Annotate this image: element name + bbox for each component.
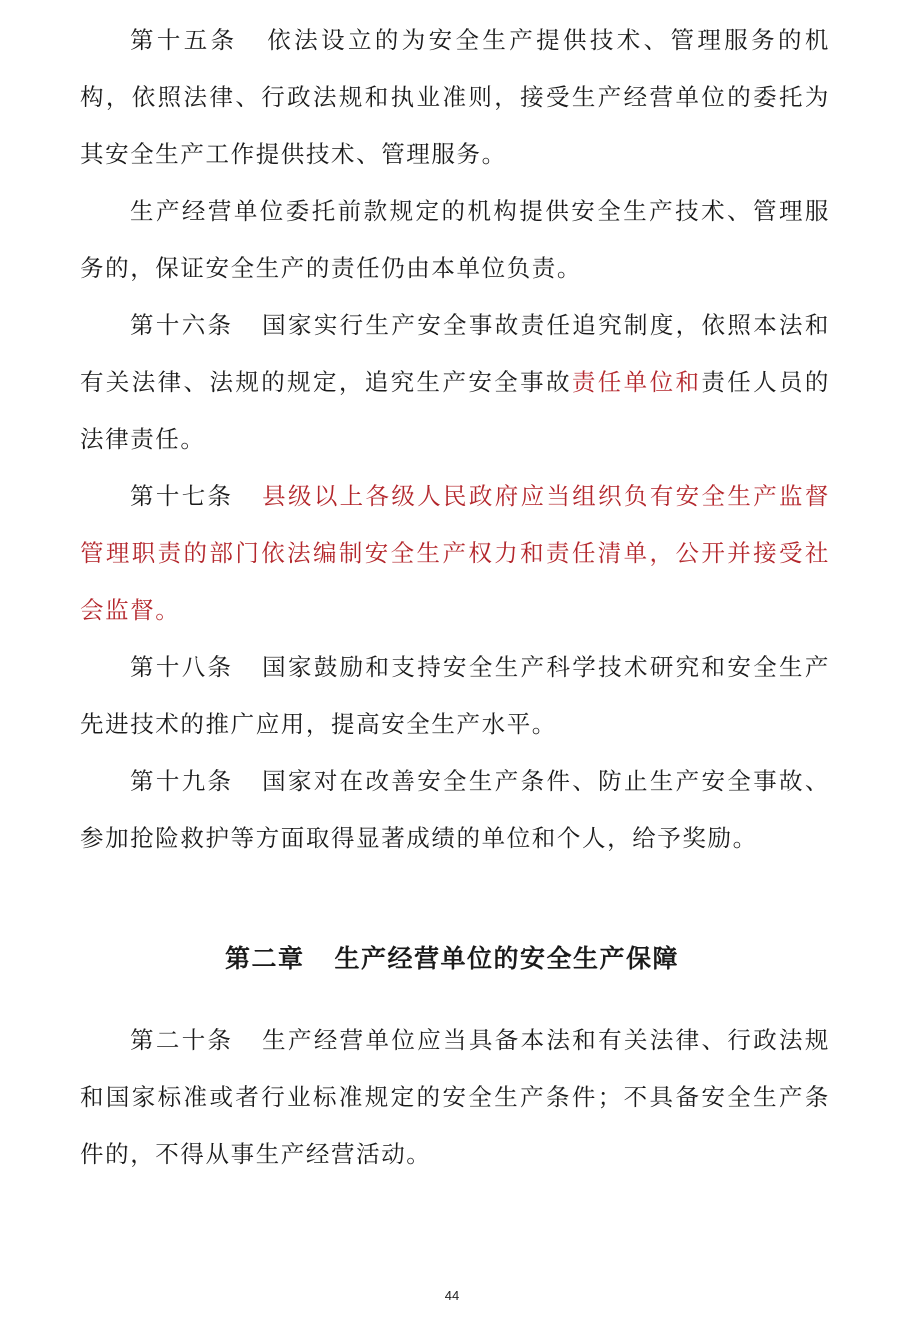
article-text: 生产经营单位应当具备本法和有关法律、行政法规和国家标准或者行业标准规定的安全生产条件；不具备安全生产条件的，不得从事生产经营活动。 (80, 1026, 830, 1168)
article-20 (80, 1012, 830, 1183)
amended-text: 责任单位和 (571, 368, 702, 396)
article-number: 第十七条 (130, 482, 234, 510)
article-number: 第十八条 (130, 653, 234, 681)
chapter-title: 生产经营单位的安全生产保障 (334, 944, 680, 973)
article-15-paragraph-2 (80, 183, 830, 297)
article-text: 国家对在改善安全生产条件、防止生产安全事故、参加抢险救护等方面取得显著成绩的单位和个人，给予奖励。 (80, 767, 830, 852)
article-text: 生产经营单位委托前款规定的机构提供安全生产技术、管理服务的，保证安全生产的责任仍由本单位负责。 (80, 197, 830, 282)
article-text: 责任人员的法律责任。 (80, 368, 831, 453)
article-19 (80, 753, 830, 867)
article-text: 国家鼓励和支持安全生产科学技术研究和安全生产先进技术的推广应用，提高安全生产水平。 (80, 653, 830, 738)
article-number: 第十六条 (130, 311, 234, 339)
article-16 (80, 297, 830, 468)
article-number: 第十九条 (130, 767, 234, 795)
article-number: 第十五条 (130, 26, 238, 54)
article-17 (80, 468, 830, 639)
article-text: 依法设立的为安全生产提供技术、管理服务的机构，依照法律、行政法规和执业准则，接受生产经营单位的委托为其安全生产工作提供技术、管理服务。 (80, 26, 830, 168)
article-text: 国家实行生产安全事故责任追究制度，依照本法和有关法律、法规的规定，追究生产安全事故 (80, 311, 830, 396)
article-number: 第二十条 (130, 1026, 234, 1054)
chapter-heading (0, 930, 904, 987)
amended-text: 县级以上各级人民政府应当组织负有安全生产监督管理职责的部门依法编制安全生产权力和责任清单，公开并接受社会监督。 (80, 482, 830, 624)
article-18 (80, 639, 830, 753)
page-number: 44 (444, 1288, 460, 1303)
chapter-number: 第二章 (224, 944, 305, 973)
article-15 (80, 12, 830, 183)
